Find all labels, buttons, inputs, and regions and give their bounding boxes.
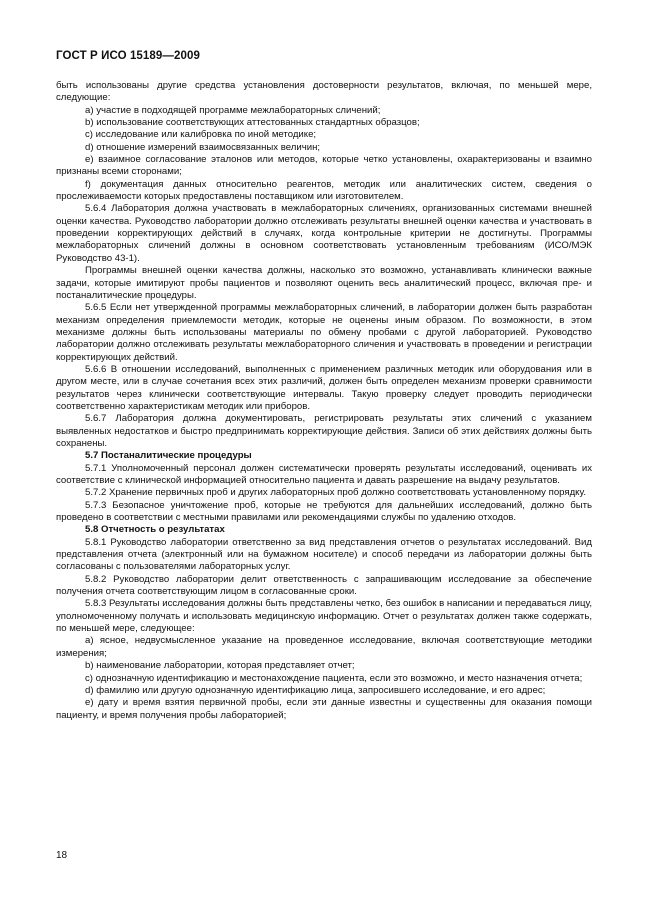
list-item-b: b) использование соответствующих аттестованных стандартных образцов; [85,117,420,129]
document-header-title: ГОСТ Р ИСО 15189—2009 [56,50,201,62]
paragraph-continuation: быть использованы другие средства установления достоверности результатов, включая, по меньшей мере, следующие: [56,80,592,104]
report-item-d: d) фамилию или другую однозначную идентификацию лица, запросившего исследование, и его адрес; [85,684,546,696]
clause-5-7-1: 5.7.1 Уполномоченный персонал должен систематически проверять результаты исследований, оценивать их соответствие с клинической информацией относительно пациента и давать разрешение на выдачу результатов. [56,462,592,486]
document-body [56,80,592,722]
clause-5-8-1: 5.8.1 Руководство лаборатории ответственно за вид представления отчетов о результатах исследований. Вид представления отчета (электронный или на бумажном носителе) и способ передачи из лаборатории должны быть согласованы с пользователями лабораторных услуг. [56,536,592,573]
list-item-e: e) взаимное согласование эталонов или методов, которые четко установлены, охарактеризованы и взаимно признаны всеми сторонами; [56,154,592,178]
list-item-f: f) документация данных относительно реагентов, методик или аналитических систем, сведения о прослеживаемости которых предоставлены поставщиком или изготовителем. [56,178,592,203]
list-item-d: d) отношение измерений взаимосвязанных величин; [85,141,321,153]
page-number: 18 [56,850,68,861]
list-item-c: c) исследование или калибровка по иной методике; [85,129,317,141]
clause-5-7-3: 5.7.3 Безопасное уничтожение проб, которые не требуются для дальнейших исследований, должно быть проведено в соответствии с местными правилами или рекомендациями службы по удалению отходов. [56,499,592,524]
clause-5-6-6: 5.6.6 В отношении исследований, выполненных с применением различных методик или оборудования или в другом месте, или в случае сочетания всех этих различий, должен быть определен механизм проверки сравнимости результатов через клинически соответствующие интервалы. Такую проверку следует проводить периодически соответственно характеристикам методик или приборов. [56,363,592,412]
list-item-a: a) участие в подходящей программе межлабораторных сличений; [85,104,381,116]
clause-5-6-5: 5.6.5 Если нет утвержденной программы межлабораторных сличений, в лаборатории должен быть разработан механизм определения приемлемости методик, которые не оценены иным образом. По возможности, в этом механизме должны быть использованы материалы по обмену пробами с другой лабораторией. Руководство лаборатории должно отслеживать результаты межлабораторного сличения и участвовать в проведении и регистрации корректирующих действий. [56,302,592,363]
clause-5-6-4-note: Программы внешней оценки качества должны, насколько это возможно, устанавливать клинически важные задачи, которые имитируют пробы пациентов и позволяют оценить весь аналитический процесс, включая пре- и постаналитические процедуры. [56,265,592,301]
clause-5-8-2: 5.8.2 Руководство лаборатории делит ответственность с запрашивающим исследование за обеспечение получения отчета соответствующим лицом в согласованные сроки. [56,573,592,598]
clause-5-6-7: 5.6.7 Лаборатория должна документировать, регистрировать результаты этих сличений с указанием выявленных недостатков и быстро предпринимать корректирующие действия. Записи об этих действиях должны быть сохранены. [56,413,592,449]
report-item-a: a) ясное, недвусмысленное указание на проведенное исследование, включая соответствующие методики измерения; [56,635,592,659]
clause-5-7-2: 5.7.2 Хранение первичных проб и других лабораторных проб должно соответствовать установленному порядку. [85,487,586,499]
section-heading-5-7: 5.7 Постаналитические процедуры [85,450,252,462]
report-item-c: c) однозначную идентификацию и местонахождение пациента, если это возможно, и место назначения отчета; [85,672,583,684]
report-item-b: b) наименование лаборатории, которая представляет отчет; [85,660,355,672]
clause-5-6-4: 5.6.4 Лаборатория должна участвовать в межлабораторных сличениях, организованных системами внешней оценки качества. Руководство лаборатории должно отслеживать результаты внешней оценки качества и участвовать в проведении корректирующих действий в случаях, когда контрольные критерии не достигнуты. Программы межлабораторных сличений должны в основном соответствовать установленным требованиям (ИСО/МЭК Руководство 43-1). [56,203,592,264]
report-item-e: e) дату и время взятия первичной пробы, если эти данные известны и существенны для оказания помощи пациенту, и время получения пробы лабораторией; [56,697,592,721]
clause-5-8-3: 5.8.3 Результаты исследования должны быть представлены четко, без ошибок в написании и передаваться лицу, уполномоченному получать и использовать медицинскую информацию. Отчет о результатах должен также содержать, по меньшей мере, следующее: [56,598,592,635]
section-heading-5-8: 5.8 Отчетность о результатах [85,524,225,536]
